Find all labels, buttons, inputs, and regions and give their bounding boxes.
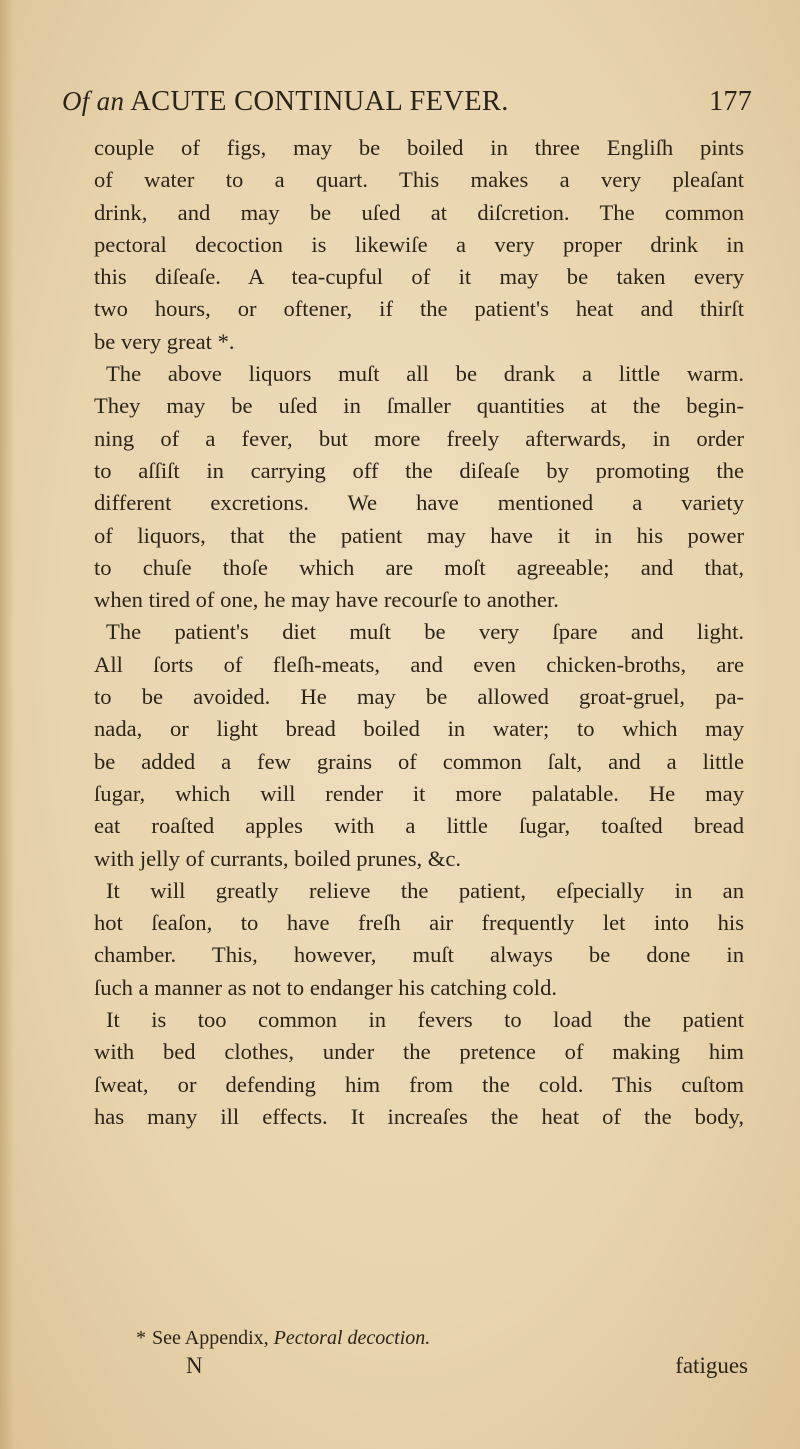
paragraph-start-line: It is too common in fevers to load the patient bbox=[106, 1007, 744, 1033]
text-line: be very great *. bbox=[94, 328, 235, 354]
signature-line bbox=[186, 1353, 748, 1385]
text-line: hot ſeaſon, to have freſh air frequently let into his bbox=[94, 910, 744, 936]
text-line: with jelly of currants, boiled prunes, &c. bbox=[94, 845, 462, 871]
text-line: with bed clothes, under the pretence of making him bbox=[94, 1039, 744, 1065]
text-line: this diſeaſe. A tea-cupful of it may be taken every bbox=[94, 264, 744, 290]
running-header bbox=[62, 86, 752, 126]
text-line: couple of figs, may be boiled in three Engliſh pints bbox=[94, 135, 744, 160]
text-line: when tired of one, he may have recourſe to another. bbox=[94, 587, 559, 613]
text-line: eat roaſted apples with a little ſugar, toaſted bread bbox=[94, 813, 744, 839]
paragraph-start-line: The patient's diet muſt be very ſpare and light. bbox=[106, 619, 744, 645]
text-line: different excretions. We have mentioned a variety bbox=[94, 490, 744, 516]
footnote-text: See Appendix, bbox=[152, 1327, 269, 1349]
text-line: of liquors, that the patient may have it in his power bbox=[94, 522, 744, 548]
header-of-an: Of an bbox=[62, 86, 125, 116]
page-number: 177 bbox=[709, 86, 752, 117]
text-line: to be avoided. He may be allowed groat-gruel, pa- bbox=[94, 684, 744, 710]
text-line: ſweat, or defending him from the cold. This cuſtom bbox=[94, 1071, 744, 1097]
paragraph-start-line: It will greatly relieve the patient, eſpecially in an bbox=[106, 877, 744, 903]
footnote-marker: * bbox=[136, 1327, 146, 1349]
text-line: to chuſe thoſe which are moſt agreeable; and that, bbox=[94, 554, 744, 580]
text-line: drink, and may be uſed at diſcretion. The common bbox=[94, 199, 744, 225]
footnote-italic-text: Pectoral decoction. bbox=[273, 1327, 431, 1349]
body-text bbox=[94, 132, 744, 1133]
text-line: to aſſiſt in carrying off the diſeaſe by promoting the bbox=[94, 457, 744, 483]
text-line: ſugar, which will render it more palatable. He may bbox=[94, 780, 744, 806]
text-line: pectoral decoction is likewiſe a very proper drink in bbox=[94, 231, 744, 257]
text-line: ning of a fever, but more freely afterwards, in order bbox=[94, 425, 744, 451]
text-line: of water to a quart. This makes a very pleaſant bbox=[94, 167, 744, 193]
footnote bbox=[136, 1327, 656, 1350]
text-line: has many ill effects. It increaſes the heat of the body, bbox=[94, 1103, 744, 1129]
text-line: All ſorts of fleſh-meats, and even chicken-broths, are bbox=[94, 651, 744, 677]
catchword: fatigues bbox=[675, 1353, 748, 1378]
page-gutter-shadow bbox=[0, 0, 14, 1449]
text-line: two hours, or oftener, if the patient's heat and thirſt bbox=[94, 296, 744, 322]
text-line: nada, or light bread boiled in water; to which may bbox=[94, 716, 744, 742]
text-line: chamber. This, however, muſt always be done in bbox=[94, 942, 744, 968]
text-line: They may be uſed in ſmaller quantities at the begin- bbox=[94, 393, 744, 419]
text-line: ſuch a manner as not to endanger his catching cold. bbox=[94, 974, 558, 1000]
paragraph-start-line: The above liquors muſt all be drank a little warm. bbox=[106, 361, 744, 387]
signature-mark: N bbox=[186, 1353, 203, 1378]
header-title: ACUTE CONTINUAL FEVER. bbox=[130, 86, 509, 117]
text-line: be added a few grains of common ſalt, and a little bbox=[94, 748, 744, 774]
